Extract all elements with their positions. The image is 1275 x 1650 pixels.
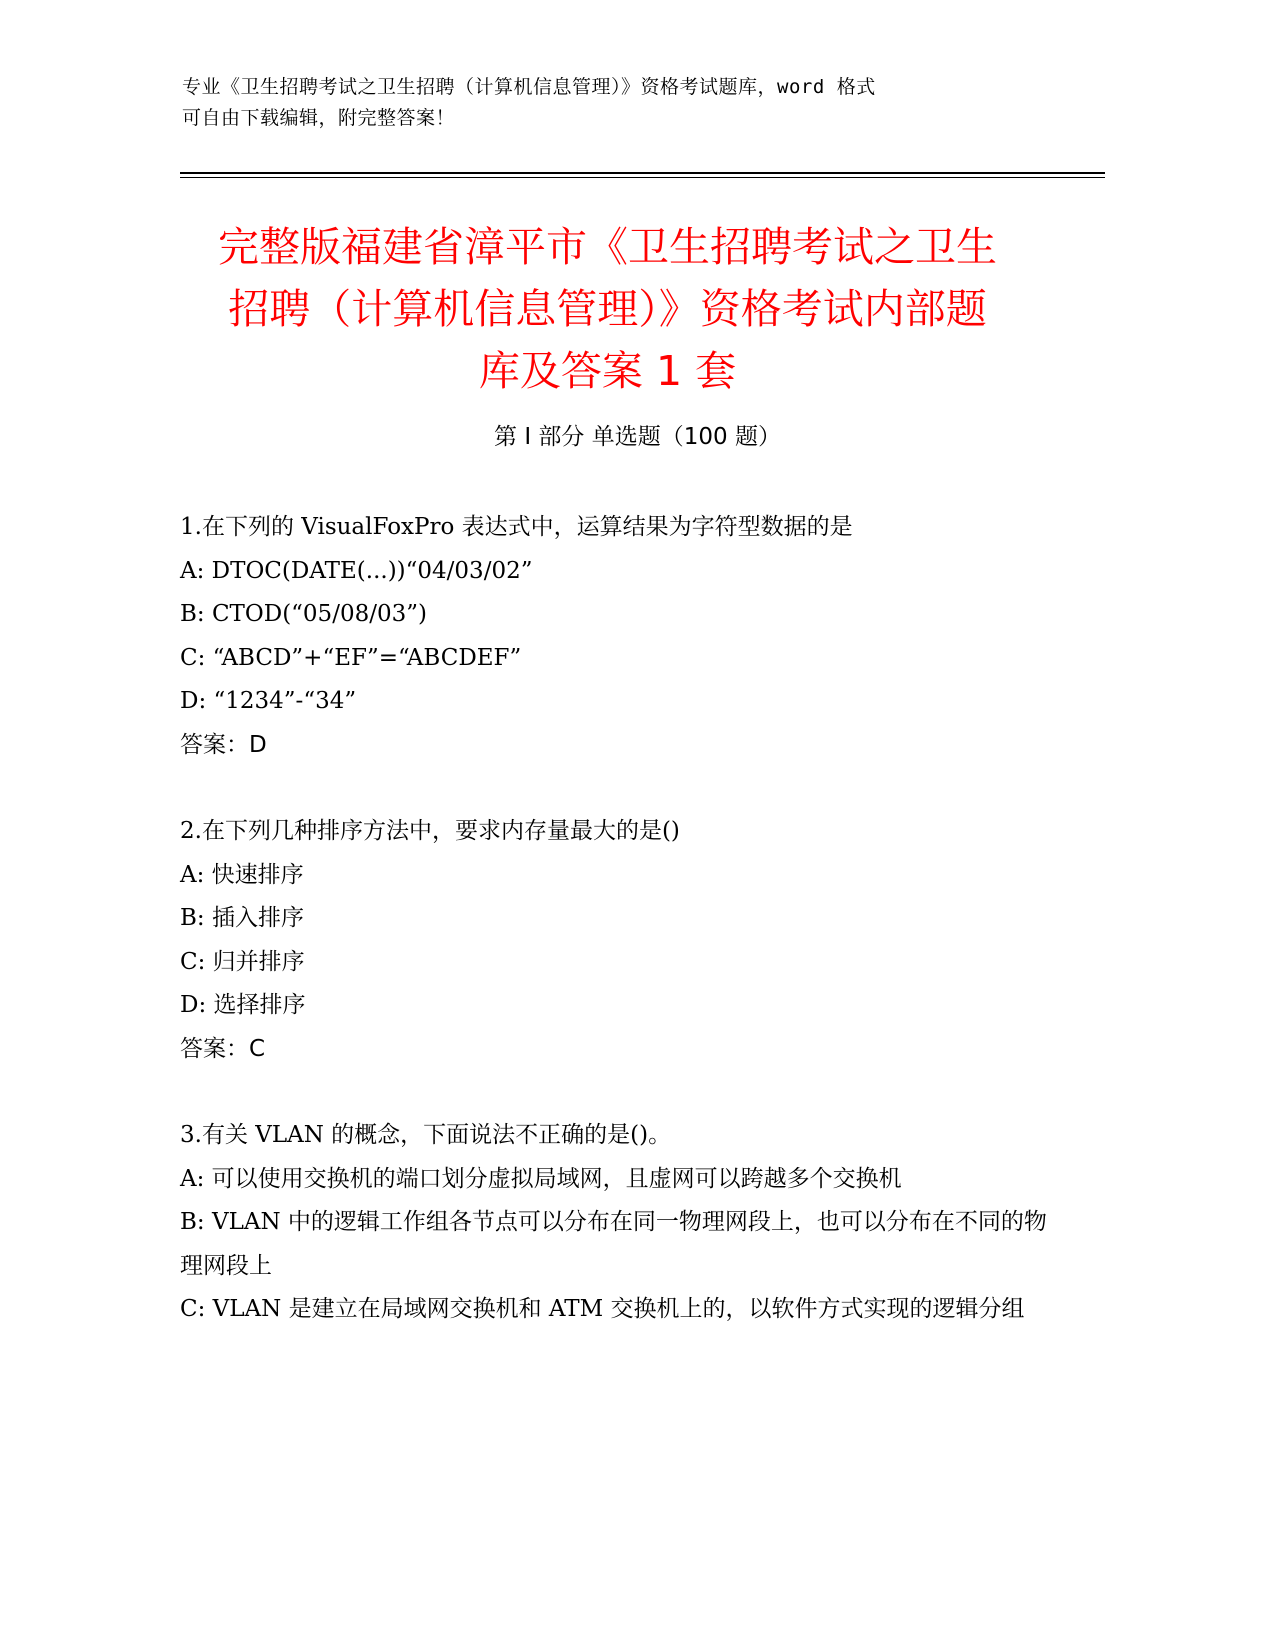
document-title-line-1: 完整版福建省漳平市《卫生招聘考试之卫生 — [218, 223, 997, 271]
question-option-b: B: CTOD(“05/08/03”) — [180, 601, 427, 627]
question-option-d: D: “1234”-“34” — [180, 688, 357, 714]
question-option-c: C: “ABCD”+“EF”=“ABCDEF” — [180, 644, 522, 671]
question-spacer — [180, 1071, 1050, 1114]
question-option-a: A: 可以使用交换机的端口划分虚拟局域网，且虚网可以跨越多个交换机 — [180, 1165, 902, 1192]
header-divider-thin — [180, 177, 1105, 178]
question-option-c: C: VLAN 是建立在局域网交换机和 ATM 交换机上的，以软件方式实现的逻辑分组 — [180, 1296, 1025, 1322]
question-option-b: B: VLAN 中的逻辑工作组各节点可以分布在同一物理网段上，也可以分布在不同的物理网段上 — [180, 1209, 1047, 1279]
question-option-d: D: 选择排序 — [180, 992, 306, 1018]
question-3 — [180, 1114, 1050, 1332]
question-answer: 答案：C — [180, 1035, 266, 1062]
header-note-line-1: 专业《卫生招聘考试之卫生招聘（计算机信息管理）》资格考试题库，word 格式 — [182, 76, 876, 98]
question-option-b: B: 插入排序 — [180, 905, 304, 931]
question-option-a: A: DTOC(DATE(...))“04/03/02” — [180, 557, 533, 584]
question-stem: 1.在下列的 VisualFoxPro 表达式中，运算结果为字符型数据的是 — [180, 514, 853, 540]
section-title: 第 I 部分 单选题（100 题） — [494, 424, 781, 450]
question-stem: 3.有关 VLAN 的概念，下面说法不正确的是()。 — [180, 1122, 672, 1148]
question-option-c: C: 归并排序 — [180, 948, 305, 975]
document-title-line-3: 库及答案 1 套 — [478, 347, 737, 395]
header-note — [182, 72, 1062, 134]
question-2 — [180, 810, 1050, 1071]
document-title — [160, 216, 1055, 402]
question-stem: 2.在下列几种排序方法中，要求内存量最大的是() — [180, 818, 680, 844]
header-note-line-2: 可自由下载编辑，附完整答案！ — [182, 107, 456, 129]
question-answer: 答案：D — [180, 731, 267, 758]
question-1 — [180, 506, 1050, 767]
question-list — [180, 506, 1050, 1332]
question-spacer — [180, 767, 1050, 810]
document-title-line-2: 招聘（计算机信息管理）》资格考试内部题 — [228, 285, 987, 333]
header-divider-thick — [180, 172, 1105, 174]
question-option-a: A: 快速排序 — [180, 861, 304, 888]
